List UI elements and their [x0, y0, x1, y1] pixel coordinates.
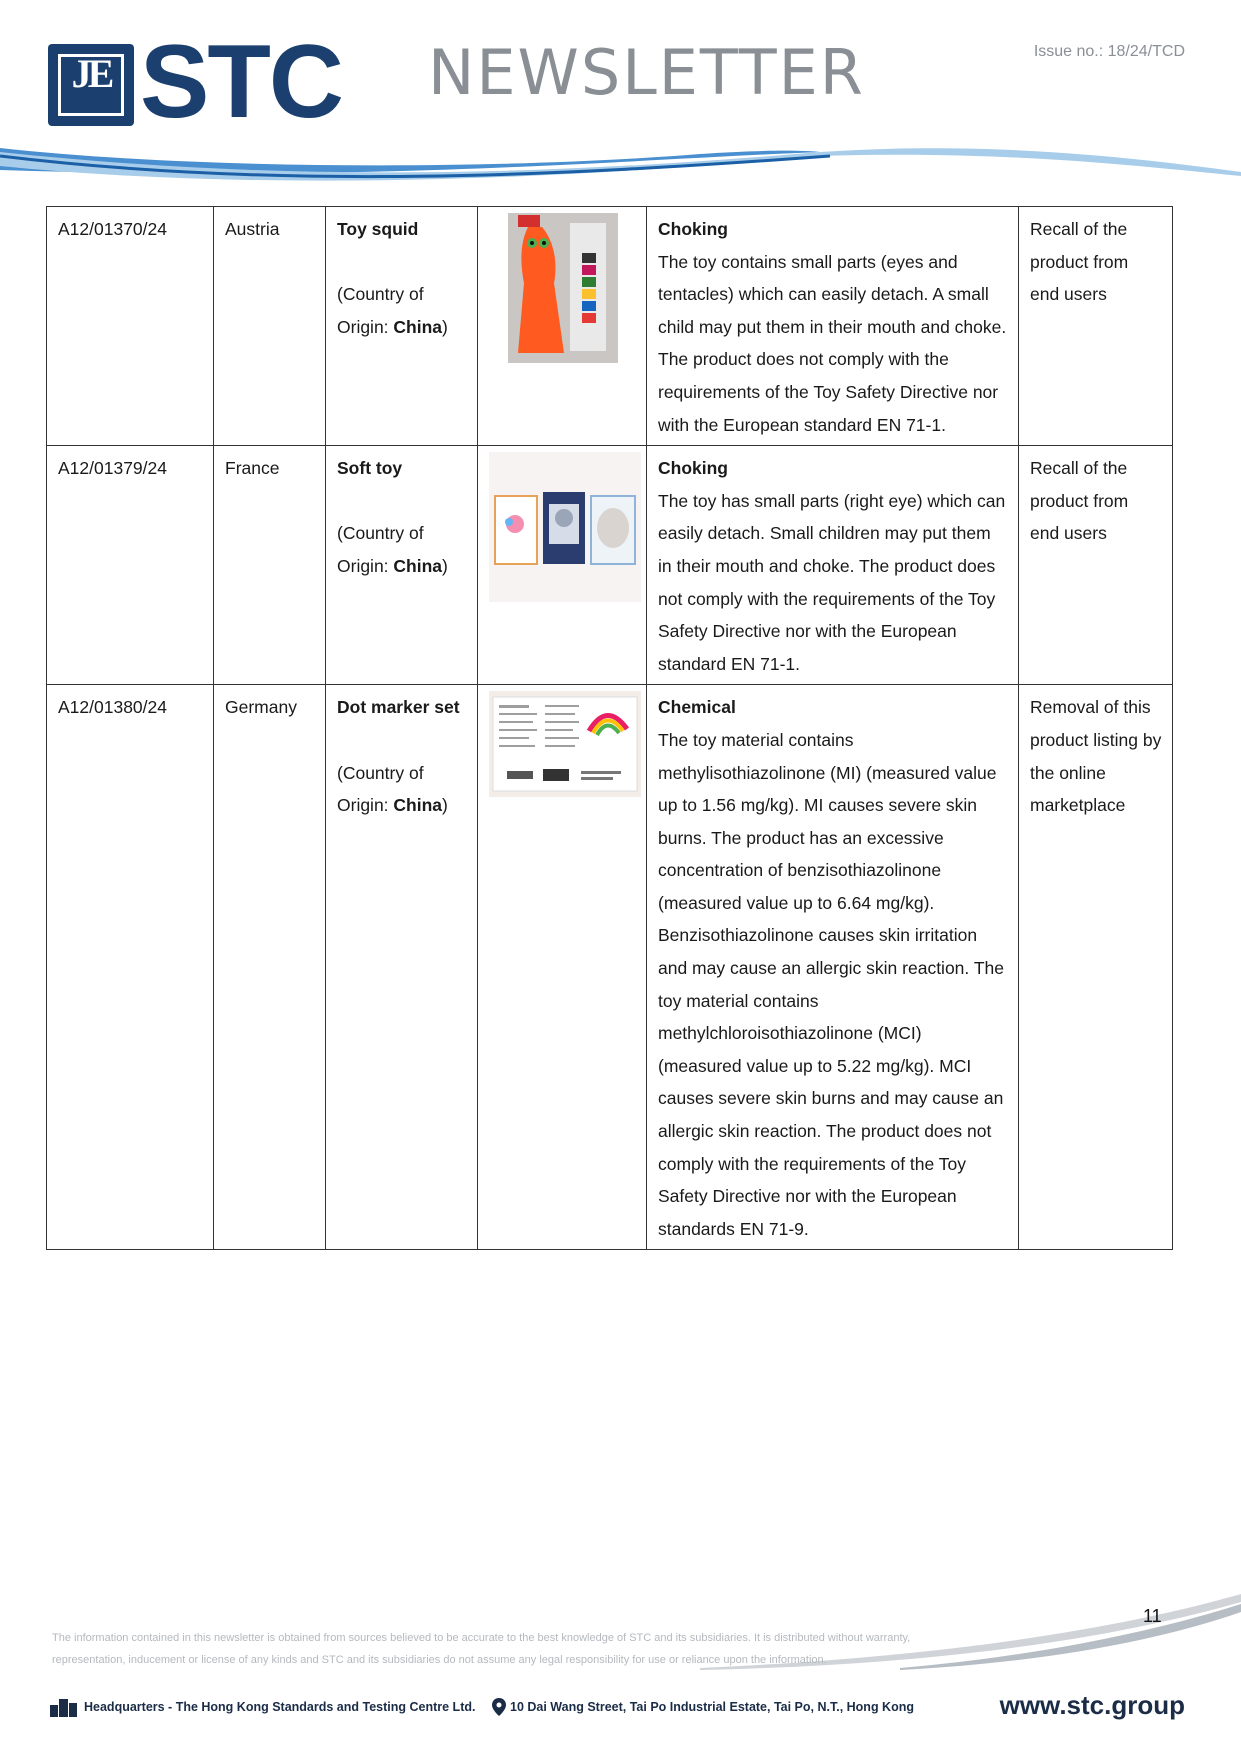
- photo-cell: [478, 446, 647, 685]
- origin-suffix: ): [442, 555, 448, 576]
- origin-suffix: ): [442, 316, 448, 337]
- risk-type: Choking: [658, 458, 728, 479]
- building-icon: [48, 1697, 78, 1717]
- soft-toy-packaging-photo: [489, 452, 641, 602]
- website-link[interactable]: www.stc.group: [999, 1690, 1185, 1720]
- measure-cell: Recall of the product from end users: [1019, 446, 1173, 685]
- product-cell: [326, 446, 478, 685]
- stc-logo-icon: JE: [48, 44, 134, 126]
- country-cell: Germany: [214, 685, 326, 1250]
- location-pin-icon: [492, 1698, 506, 1716]
- country-cell: Austria: [214, 207, 326, 446]
- risk-type: Chemical: [658, 697, 736, 718]
- newsletter-title: NEWSLETTER: [428, 36, 865, 109]
- risk-description: The toy material contains methylisothiazolinone (MI) (measured value up to 1.56 mg/kg). MI causes severe skin burns. The product has an excessive concentration of benzisothiazolinone (measured value up to 6.64 mg/kg). Benzisothiazolinone causes skin irritation and may cause an allergic skin reaction. The toy material contains methylchloroisothiazolinone (MCI) (measured value up to 5.22 mg/kg). MCI causes severe skin burns and may cause an allergic skin reaction. The product does not comply with the requirements of the Toy Safety Directive nor with the European standards EN 71-9.: [658, 729, 1004, 1239]
- origin-prefix: (Country of Origin:: [337, 284, 424, 337]
- page-number: 11: [1143, 1606, 1162, 1626]
- orange-toy-squid-photo: [508, 213, 618, 363]
- product-cell: [326, 685, 478, 1250]
- recall-table: [46, 206, 1173, 1250]
- photo-cell: [478, 685, 647, 1250]
- risk-type: Choking: [658, 219, 728, 239]
- origin-prefix: (Country of Origin:: [337, 523, 424, 576]
- header-swoosh-decoration: [0, 140, 1241, 200]
- origin-country: China: [393, 555, 443, 576]
- country-cell: France: [214, 446, 326, 685]
- table-row: [47, 685, 1173, 1250]
- risk-cell: [647, 446, 1019, 685]
- origin-country: China: [393, 795, 443, 816]
- risk-cell: [647, 207, 1019, 446]
- dot-marker-packaging-photo: [489, 691, 641, 797]
- measure-cell: Removal of this product listing by the online marketplace: [1019, 685, 1173, 1250]
- product-name: Dot marker set: [337, 697, 460, 718]
- product-name: Soft toy: [337, 458, 403, 479]
- headquarters-text: Headquarters - The Hong Kong Standards and Testing Centre Ltd.: [84, 1700, 476, 1714]
- product-cell: [326, 207, 478, 446]
- measure-cell: Recall of the product from end users: [1019, 207, 1173, 446]
- photo-cell: [478, 207, 647, 446]
- reference-cell: A12/01379/24: [47, 446, 214, 685]
- table-row: [47, 207, 1173, 446]
- risk-description: The toy contains small parts (eyes and tentacles) which can easily detach. A small child may put them in their mouth and choke. The product does not comply with the requirements of the Toy Safety Directive nor with the European standard EN 71-1.: [658, 251, 1007, 435]
- origin-prefix: (Country of Origin:: [337, 762, 424, 816]
- risk-cell: [647, 685, 1019, 1250]
- risk-description: The toy has small parts (right eye) which can easily detach. Small children may put them in their mouth and choke. The product does not comply with the requirements of the Toy Safety Directive nor with the European standard EN 71-1.: [658, 490, 1006, 674]
- origin-suffix: ): [442, 795, 448, 816]
- reference-cell: A12/01380/24: [47, 685, 214, 1250]
- product-name: Toy squid: [337, 219, 419, 239]
- address-text: 10 Dai Wang Street, Tai Po Industrial Estate, Tai Po, N.T., Hong Kong: [510, 1700, 914, 1714]
- logo-wordmark: STC: [140, 24, 342, 140]
- disclaimer-text: The information contained in this newsletter is obtained from sources believed to be accurate to the best knowledge of STC and its subsidiaries. It is distributed without warranty, representation, inducement or license of any kinds and STC and its subsidiaries do not assume any legal responsibility for use or reliance upon the information.: [52, 1632, 911, 1666]
- address-line: [492, 1698, 914, 1716]
- reference-cell: A12/01370/24: [47, 207, 214, 446]
- origin-country: China: [393, 316, 443, 337]
- issue-number: Issue no.: 18/24/TCD: [1033, 43, 1185, 60]
- table-row: [47, 446, 1173, 685]
- headquarters-line: [48, 1697, 475, 1717]
